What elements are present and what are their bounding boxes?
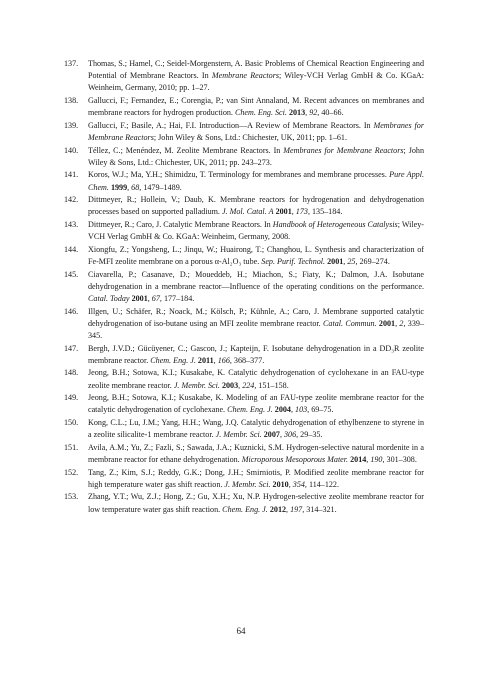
reference-year: 2007 [263, 430, 280, 440]
reference-number: 150. [64, 417, 79, 427]
reference-text: , 69–75. [307, 405, 334, 415]
reference-italic: 306 [283, 430, 297, 440]
reference-text: , [290, 405, 296, 415]
reference-italic: Microporous Mesoporous Mater. [241, 454, 349, 464]
reference-number: 149. [64, 393, 79, 403]
reference-text: Dittmeyer, R.; Caro, J. Catalytic Membrane Reactors. In [88, 219, 273, 229]
reference-number: 143. [64, 219, 79, 229]
reference-item [64, 442, 424, 466]
reference-text: Téllez, C.; Menéndez, M. Zeolite Membrane Reactors. In [88, 145, 284, 155]
reference-year: 2001 [378, 318, 396, 328]
reference-text: , [343, 256, 348, 266]
reference-item [64, 120, 424, 144]
reference-text: ; John Wiley & Sons, Ltd.: Chichester, UK, 2011; pp. 1–61. [153, 133, 348, 142]
reference-year: 2001 [131, 293, 148, 303]
reference-text: , 135–184. [307, 207, 343, 217]
reference-text: , [279, 430, 284, 440]
reference-text: , [395, 318, 400, 328]
reference-text: , 40–66. [317, 108, 344, 118]
reference-number: 138. [64, 96, 79, 105]
reference-number: 147. [64, 343, 79, 353]
reference-text: , 339–345. [88, 318, 424, 340]
reference-text: Illgen, U.; Schäfer, R.; Noack, M.; Kölsch, P.; Kühnle, A.; Caro, J. Membrane supported catalytic dehydrogenation of iso-butane using an MFI zeolite membrane reactor. [88, 306, 424, 328]
reference-italic: Membranes for Membrane Reactors [283, 145, 404, 155]
reference-year: 2010 [272, 479, 289, 489]
reference-item [64, 219, 424, 243]
reference-number: 137. [64, 59, 79, 68]
reference-italic: Pure Appl. Chem. [88, 170, 424, 192]
reference-text: , [147, 293, 152, 303]
reference-italic: 25 [347, 256, 356, 266]
reference-text: Koros, W.J.; Ma, Y.H.; Shimidzu, T. Terminology for membranes and membrane processes. [88, 170, 390, 180]
reference-italic: Chem. Eng. J. [222, 504, 268, 514]
reference-text: , 314–321. [302, 504, 337, 514]
reference-item [64, 467, 424, 491]
reference-text: Avila, A.M.; Yu, Z.; Fazli, S.; Sawada, J.A.; Kuznicki, S.M. Hydrogen-selective natural mordenite in a membrane reactor for ethane dehydrogenation. [88, 442, 424, 464]
reference-number: 140. [64, 145, 79, 155]
reference-item [64, 58, 424, 95]
reference-italic: 224 [242, 380, 255, 390]
reference-text: Gallucci, F.; Fernandez, E.; Corengia, P.; van Sint Annaland, M. Recent advances on membranes and membrane reactors for hydrogen production. [88, 96, 424, 118]
reference-italic: J. Mol. Catal. A [221, 207, 274, 217]
reference-italic: J. Membr. Sci. [215, 430, 262, 440]
reference-text: , 151–158. [254, 380, 289, 390]
reference-number: 148. [64, 368, 79, 378]
reference-text: Jeong, B.H.; Sotowa, K.I.; Kusakabe, K. Catalytic dehydrogenation of cyclohexane in an FAU-type zeolite membrane reactor. [88, 368, 424, 390]
reference-italic: Membrane Reactors [211, 71, 280, 81]
reference-italic: 197 [290, 504, 303, 514]
reference-italic: 190 [370, 454, 383, 464]
reference-italic: Chem. Eng. J. [150, 355, 196, 365]
reference-item [64, 343, 424, 367]
reference-text: ; John Wiley & Sons, Ltd.: Chichester, UK, 2011; pp. 243–273. [88, 145, 424, 167]
reference-year: 2014 [350, 454, 367, 464]
reference-text: , [213, 355, 218, 365]
reference-item [64, 392, 424, 416]
reference-year: 2001 [327, 256, 344, 266]
reference-text: ; Wiley-VCH Verlag GmbH & Co. KGaA: Weinheim, Germany, 2010; pp. 1–27. [88, 71, 425, 93]
reference-text: Dittmeyer, R.; Hollein, V.; Daub, K. Membrane reactors for hydrogenation and dehydrogenation processes based on supported palladium. [88, 195, 424, 217]
reference-item [64, 417, 424, 441]
reference-italic: 67 [151, 293, 160, 303]
reference-list [64, 58, 424, 516]
reference-text: , [238, 380, 243, 390]
reference-item [64, 491, 424, 515]
reference-text: , [288, 479, 293, 489]
reference-text: , [286, 504, 291, 514]
reference-italic: 166 [217, 355, 230, 365]
reference-italic: Catal. Today [88, 293, 130, 303]
reference-item [64, 95, 424, 119]
reference-number: 153. [64, 492, 79, 502]
reference-number: 151. [64, 442, 79, 452]
reference-item [64, 244, 424, 268]
reference-text: Zhang, Y.T.; Wu, Z.J.; Hong, Z.; Gu, X.H.; Xu, N.P. Hydrogen-selective zeolite membrane reactor for low temperature water gas shift reaction. [88, 492, 424, 514]
reference-italic: Catal. Commun. [323, 318, 377, 328]
reference-italic: Membranes for Membrane Reactors [88, 120, 424, 142]
reference-year: 2013 [288, 108, 306, 118]
reference-italic: 173 [295, 207, 308, 217]
reference-italic: Chem. Eng. J. [227, 405, 273, 415]
reference-number: 141. [64, 170, 79, 180]
reference-text: Jeong, B.H.; Sotowa, K.I.; Kusakabe, K. Modeling of an FAU-type zeolite membrane reactor for the catalytic dehydrogenation of cyclohexane. [88, 393, 424, 415]
reference-year: 1999 [110, 182, 128, 192]
reference-item [64, 145, 424, 169]
reference-text: , 269–274. [355, 256, 390, 266]
reference-text: ; Wiley-VCH Verlag GmbH & Co. KGaA: Weinheim, Germany, 2008. [88, 219, 424, 242]
reference-text: , [291, 207, 296, 217]
reference-text: , 1479–1489. [139, 182, 182, 192]
reference-italic: 68 [131, 182, 140, 192]
reference-text: , [305, 108, 310, 118]
reference-text: Ciavarella, P.; Casanave, D.; Moueddeb, H.; Miachon, S.; Fiaty, K.; Dalmon, J.A. Isobutane dehydrogenation in a membrane reactor—Influence of the operating conditions on the performance. [88, 269, 424, 291]
reference-number: 144. [64, 244, 79, 254]
reference-number: 152. [64, 467, 79, 477]
reference-text: Xiongfu, Z.; Yongsheng, L.; Jinqu, W.; Huairong, T.; Changhou, L. Synthesis and characterization of Fe-MFI zeolite membrane on a porous α-Al₂O₃ tube. [88, 244, 424, 266]
reference-text: Thomas, S.; Hamel, C.; Seidel-Morgenstern, A. Basic Problems of Chemical Reaction Engineering and Potential of Membrane Reactors. In [88, 59, 424, 81]
reference-item [64, 306, 424, 343]
reference-number: 146. [64, 306, 79, 316]
reference-text: , 301–308. [382, 454, 417, 464]
reference-text: , [366, 454, 371, 464]
reference-italic: 92 [309, 108, 318, 118]
reference-year: 2004 [274, 405, 291, 415]
reference-item [64, 169, 424, 193]
reference-item [64, 269, 424, 306]
reference-text: , [127, 182, 132, 192]
reference-italic: J. Membr. Sci. [173, 380, 220, 390]
reference-item [64, 367, 424, 391]
reference-text: Gallucci, F.; Basile, A.; Hai, F.I. Introduction—A Review of Membrane Reactors. In [88, 120, 374, 130]
reference-italic: Handbook of Heterogeneous Catalysis [272, 219, 398, 229]
reference-number: 142. [64, 195, 79, 205]
reference-year: 2011 [197, 355, 214, 365]
reference-number: 139. [64, 120, 79, 130]
reference-text: , 177–184. [159, 293, 195, 303]
reference-text: , 29–35. [296, 430, 323, 440]
reference-italic: 354 [292, 479, 305, 489]
reference-year: 2003 [221, 380, 239, 390]
reference-item [64, 194, 424, 218]
reference-italic: 2 [399, 318, 404, 328]
reference-text: Kong, C.L.; Lu, J.M.; Yang, H.H.; Wang, J.Q. Catalytic dehydrogenation of ethylbenzene to styrene in a zeolite silicalite-1 membrane reactor. [88, 417, 424, 440]
reference-number: 145. [64, 269, 79, 279]
reference-text: , 114–122. [304, 479, 340, 489]
reference-text: , 368–377. [229, 355, 265, 365]
reference-italic: 103 [295, 405, 308, 415]
reference-year: 2012 [269, 504, 287, 514]
reference-italic: Sep. Purif. Technol. [261, 256, 326, 266]
reference-year: 2001 [275, 207, 292, 217]
page-number: 64 [236, 626, 246, 636]
reference-text: Tang, Z.; Kim, S.J.; Reddy, G.K.; Dong, J.H.; Smirniotis, P. Modified zeolite membrane reactor for high temperature water gas shift reaction. [88, 467, 424, 489]
reference-text: Bergh, J.V.D.; Gücüyener, C.; Gascon, J.; Kapteijn, F. Isobutane dehydrogenation in a DD₃R zeolite membrane reactor. [88, 343, 424, 365]
reference-italic: J. Membr. Sci. [224, 479, 271, 489]
reference-italic: Chem. Eng. Sci. [234, 108, 287, 118]
